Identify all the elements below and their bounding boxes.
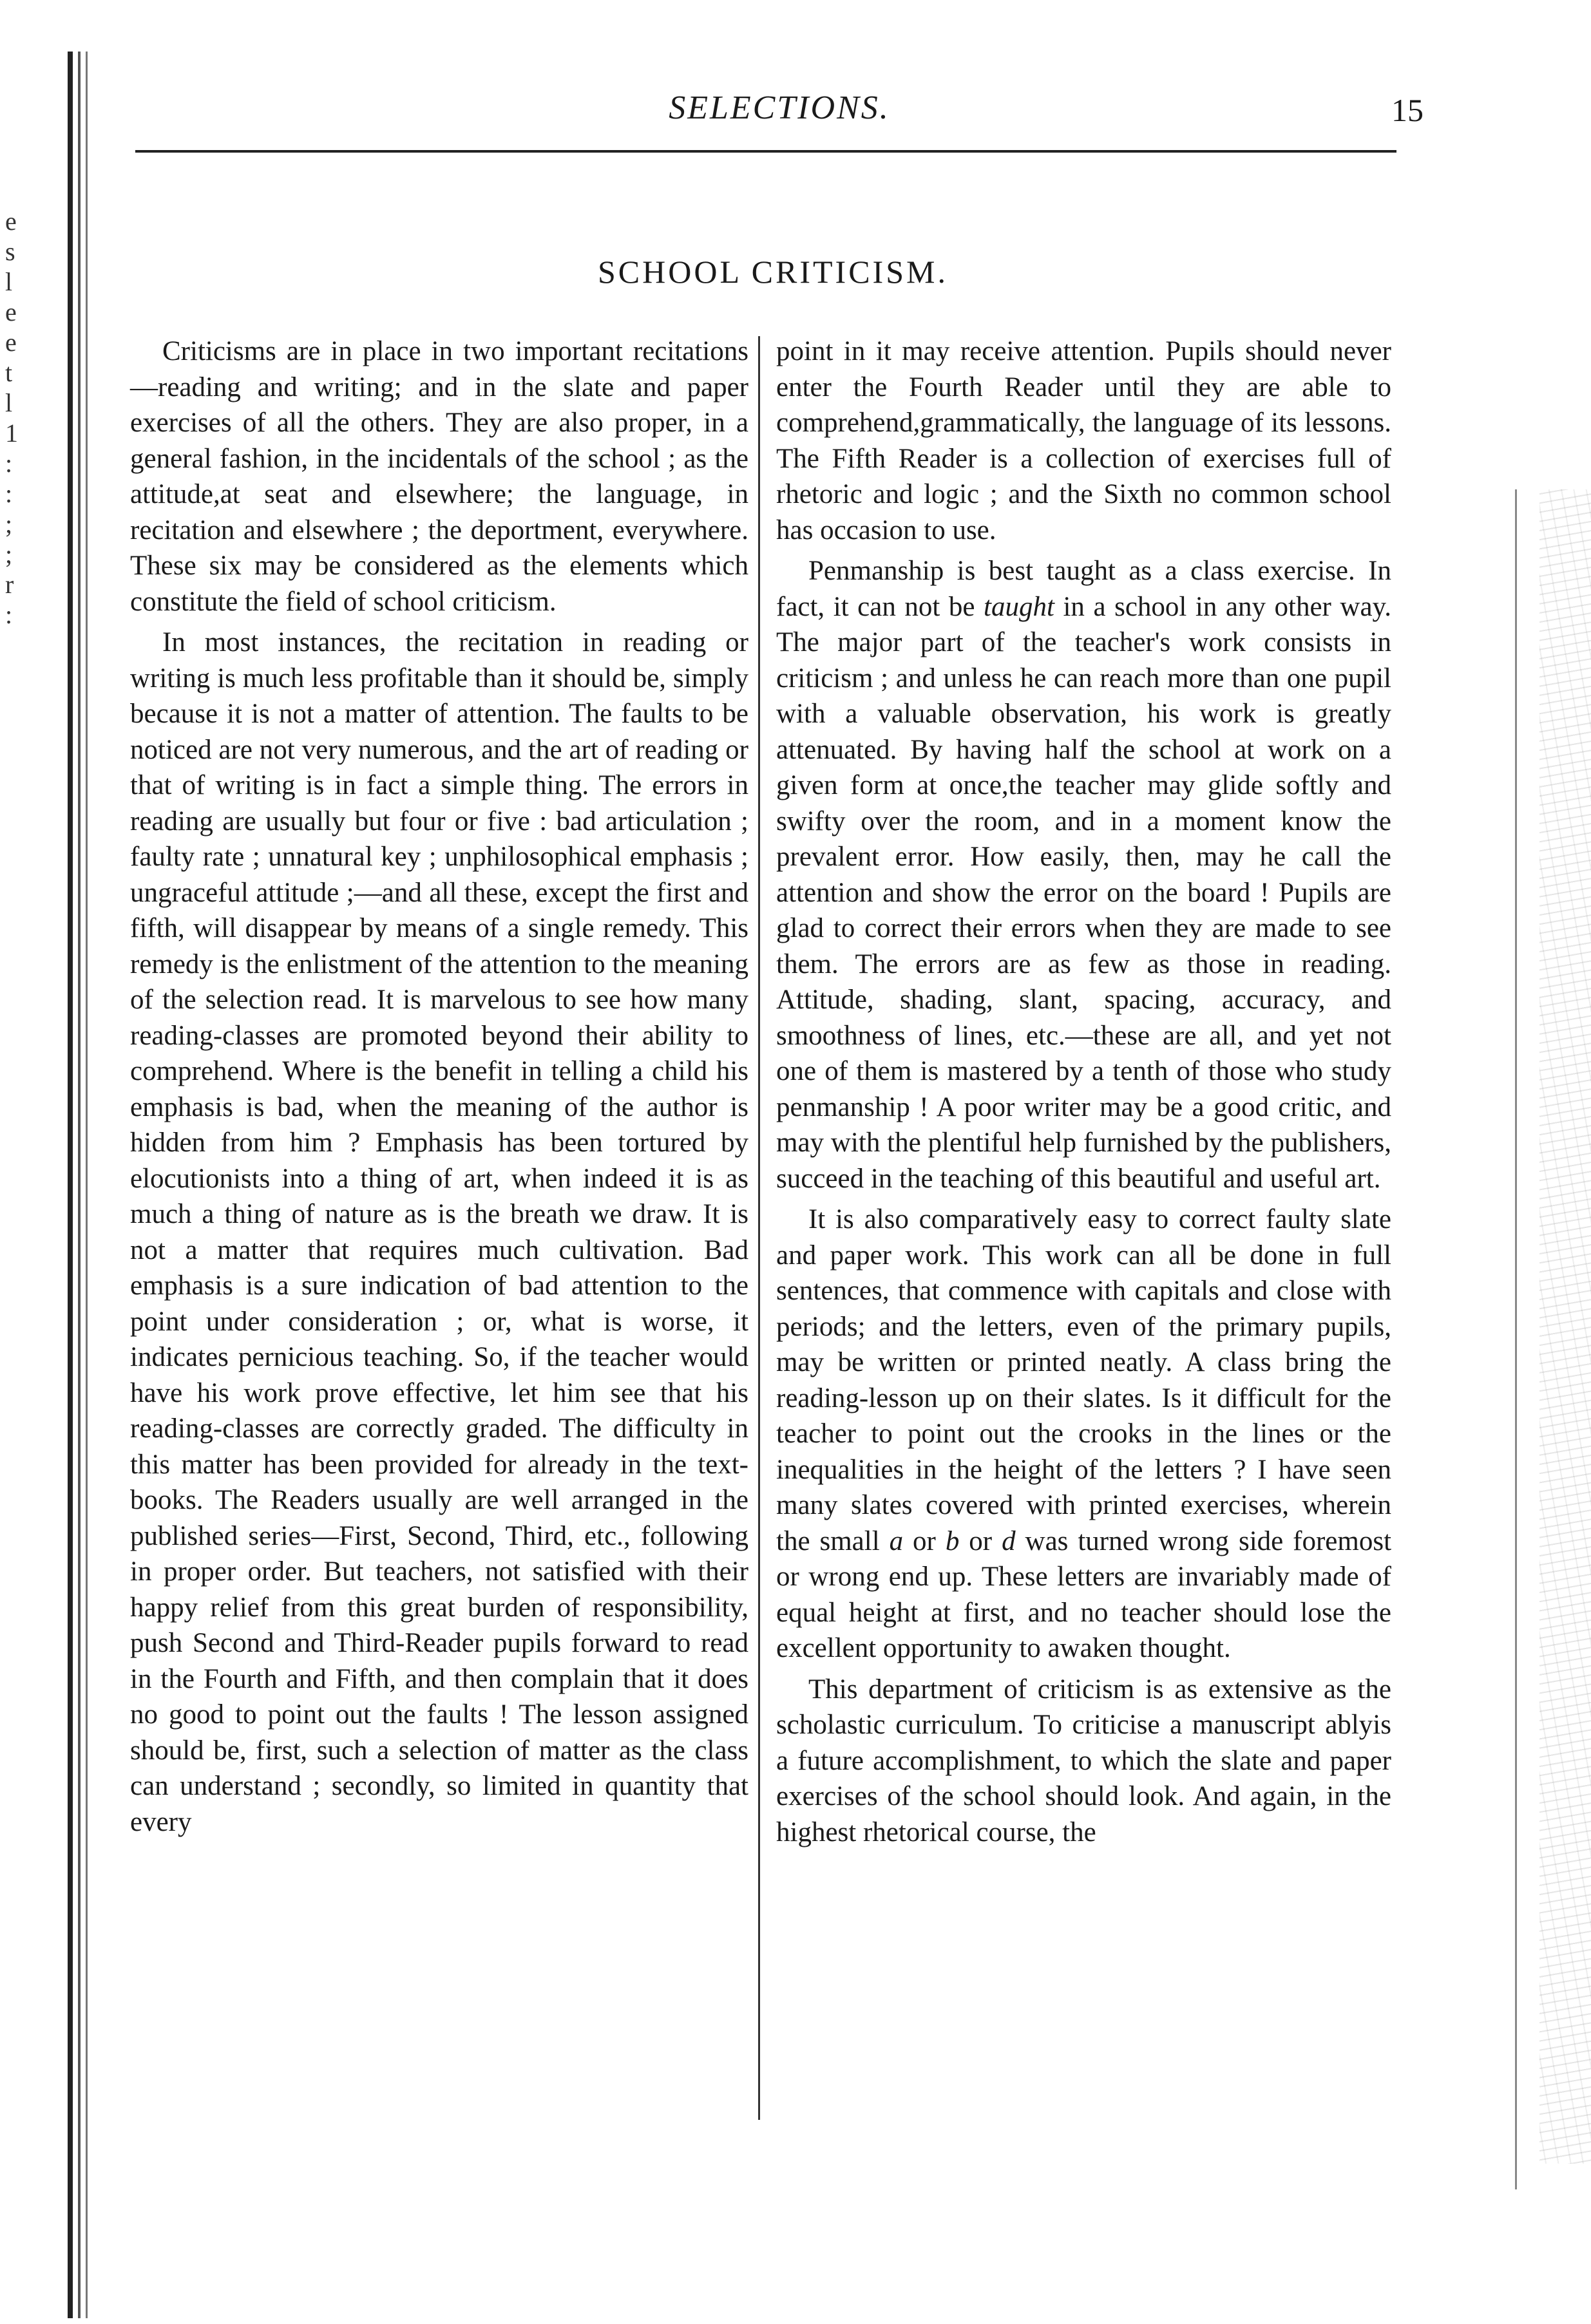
italic-letter: a xyxy=(889,1526,904,1556)
italic-letter: b xyxy=(945,1526,960,1556)
paragraph: In most instances, the recitation in reading or writing is much less profitable than it should be, simply because it is not a matter of attention. The faults to be noticed are not very numerous, and the art of reading or that of writing is in fact a simple thing. The errors in reading are usually but four or five : bad articulation ; faulty rate ; unnatural key ; unphilosophical emphasis ; ungraceful attitude ;—and all these, except the first and fifth, will disappear by means of a single remedy. This remedy is the enlistment of the attention to the meaning of the selection read. It is marvelous to see how many reading-classes are promoted beyond their ability to comprehend. Where is the benefit in telling a child his emphasis is bad, when the meaning of the author is hidden from him ? Emphasis has been tortured by elocutionists into a thing of art, when indeed it is as much a thing of nature as is the breath we draw. It is not a matter that requires much cultivation. Bad emphasis is a sure indication of bad attention to the point under consideration ; or, what is worse, it indicates pernicious teaching. So, if the teacher would have his work prove effective, let him see that his reading-classes are correctly graded. The difficulty in this matter has been provided for already in the text-books. The Readers usually are well arranged in the published series—First, Second, Third, etc., following in proper order. But teachers, not satisfied with their happy relief from this great burden of responsibility, push Second and Third-Reader pupils forward to read in the Fourth and Fifth, and then complain that it does no good to point out the faults ! The lesson assigned should be, first, such a selection of matter as the class can understand ; secondly, so limited in quantity that every xyxy=(130,627,748,1837)
page-number: 15 xyxy=(1391,92,1424,128)
header-rule xyxy=(135,150,1396,153)
paragraph-text: It is also comparatively easy to correct faulty slate and paper work. This work can all be done in full sentences, that commence with capitals and close with periods; and the letters, even of the primary pupils, may be written or printed neatly. A class bring the reading-lesson up on their slates. Is it difficult for the teacher to point out the crooks in the lines or the inequalities in the height of the letters ? I have seen many slates covered with printed exercises, wherein the small xyxy=(776,1204,1391,1556)
column-rule xyxy=(758,336,760,2120)
paragraph xyxy=(776,553,1391,1196)
italic-word: taught xyxy=(984,591,1054,622)
paragraph-text: Penmanship is best taught as a class exercise. In fact, it can not be xyxy=(776,556,1391,622)
paragraph: This department of criticism is as extensive as the scholastic curriculum. To criticise a manuscript ablyis a future accomplishment, to which the slate and paper exercises of the school should look. And again, in the highest rhetorical course, the xyxy=(776,1674,1391,1847)
binding-line xyxy=(86,52,88,2318)
paragraph-text: or xyxy=(969,1526,993,1556)
paragraph xyxy=(776,1202,1391,1667)
margin-bleed-letters: e s l e e t l 1 : : ; ; r : xyxy=(5,207,18,629)
binding-line xyxy=(78,52,81,2318)
paragraph: Criticisms are in place in two important recitations—reading and writing; and in the slate and paper exercises of all the others. They are also proper, in a general fashion, in the incidentals of the school ; as the attitude,at seat and elsewhere; the language, in recitation and elsewhere ; the deportment, everywhere. These six may be considered as the elements which constitute the field of school criticism. xyxy=(130,336,748,617)
italic-letter: d xyxy=(1002,1526,1016,1556)
article-title: SCHOOL CRITICISM. xyxy=(598,254,948,290)
paragraph: point in it may receive attention. Pupils should never enter the Fourth Reader until they are able to comprehend,grammatically, the language of its lessons. The Fifth Reader is a collection of exercises full of rhetoric and logic ; and the Sixth no common school has occasion to use. xyxy=(776,336,1391,545)
paragraph-text: in a school in any other way. The major part of the teacher's work consists in criticism ; and unless he can reach more than one pupil with a valuable observation, his work is greatly attenuated. By having half the school at work on a given form at once,the teacher may glide softly and swifty over the room, and in a moment know the prevalent error. How easily, then, may he call the attention and show the error on the board ! Pupils are glad to correct their errors when they are made to see them. The errors are as few as those in reading. Attitude, shading, slant, spacing, accuracy, and smoothness of lines, etc.—these are all, and yet not one of them is mastered by a tenth of those who study penmanship ! A poor writer may be a good critic, and may with the plentiful help furnished by the publishers, succeed in the teaching of this beautiful and useful art. xyxy=(776,591,1392,1194)
right-edge-speckle xyxy=(1539,489,1591,2164)
paragraph-text: or xyxy=(913,1526,936,1556)
paragraph-text: was turned wrong side foremost or wrong end up. These letters are invariably made of equal height at first, and no teacher should lose the excellent opportunity to awaken thought. xyxy=(776,1526,1392,1663)
left-column xyxy=(130,334,748,1845)
binding-gutter xyxy=(61,52,100,2318)
binding-line xyxy=(68,52,73,2318)
right-column xyxy=(776,334,1391,1855)
running-title: SELECTIONS. xyxy=(669,90,890,126)
running-header xyxy=(135,89,1424,140)
right-edge-rule xyxy=(1515,489,1517,2189)
